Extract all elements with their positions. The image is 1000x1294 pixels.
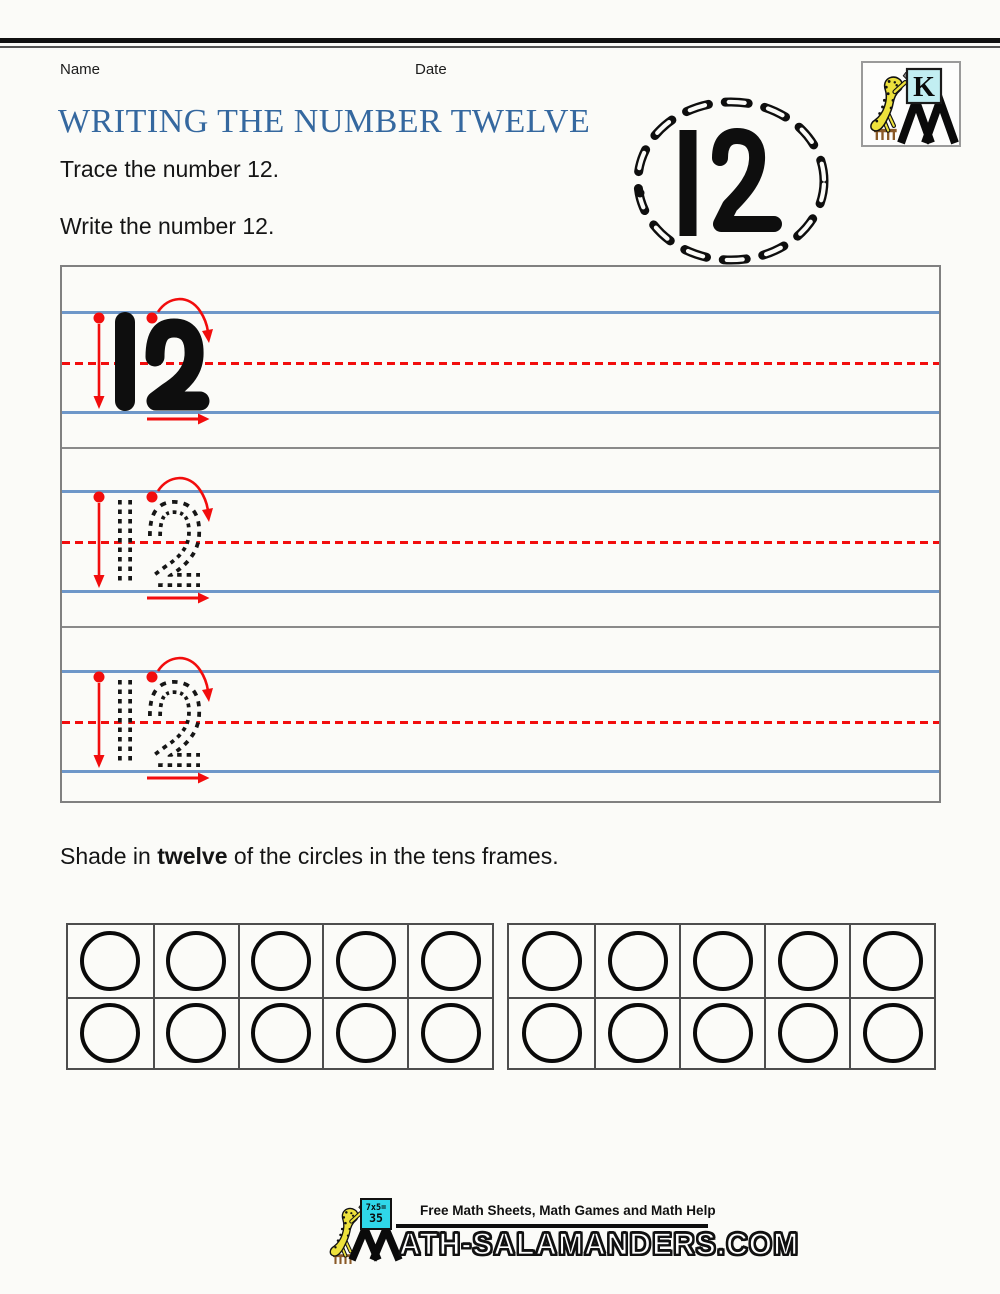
frame-cell [679, 925, 764, 997]
top-rule-thin [0, 46, 1000, 48]
frame-cell [594, 925, 679, 997]
stroke-down-arrow [94, 396, 105, 409]
page-title: WRITING THE NUMBER TWELVE [58, 103, 591, 140]
frame-cell [849, 925, 934, 997]
name-label: Name [60, 61, 101, 78]
tens-frame-1 [66, 923, 494, 1070]
counter-circle [336, 931, 396, 991]
frame-cell [849, 997, 934, 1069]
trace-instruction: Trace the number 12. [60, 156, 280, 182]
counter-circle [80, 1003, 140, 1063]
grade-badge [861, 61, 961, 147]
date-label: Date [415, 61, 447, 78]
shade-prefix: Shade in [60, 843, 158, 869]
frame-cell [764, 997, 849, 1069]
frame-cell [764, 925, 849, 997]
frame-cell [407, 997, 492, 1069]
frame-cell [153, 925, 238, 997]
brand-text: ATH-SALAMANDERS.COM [399, 1227, 800, 1262]
circle-dot [636, 189, 645, 198]
stroke-start-dot [147, 313, 158, 324]
stroke-down-arrow [94, 575, 105, 588]
frame-cell [68, 925, 153, 997]
writing-practice-box [60, 265, 941, 803]
stroke-start-dot [147, 492, 158, 503]
logo-m-icon [901, 101, 955, 143]
frame-cell [68, 997, 153, 1069]
writing-row-trace [71, 450, 241, 628]
stroke-start-dot [94, 492, 105, 503]
board-equation-line2: 35 [369, 1211, 383, 1225]
shade-count-word: twelve [157, 843, 228, 869]
counter-circle [693, 1003, 753, 1063]
frame-cell [407, 925, 492, 997]
stroke-down-arrow [94, 755, 105, 768]
stroke-start-dot [94, 313, 105, 324]
counter-circle [778, 931, 838, 991]
board-equation-line1: 7x5= [365, 1203, 387, 1213]
frame-cell [594, 997, 679, 1069]
counter-circle [522, 1003, 582, 1063]
brand-m-icon [352, 1229, 399, 1260]
big-digit-two-shape [720, 136, 774, 224]
footer-brand [326, 1194, 800, 1284]
footer-tagline: Free Math Sheets, Math Games and Math Help [420, 1203, 716, 1218]
counter-circle [251, 1003, 311, 1063]
shade-instruction [60, 843, 559, 870]
frame-cell [509, 997, 594, 1069]
counter-circle [421, 1003, 481, 1063]
counter-circle [336, 1003, 396, 1063]
digit-two-solid [155, 328, 200, 401]
counter-circle [863, 1003, 923, 1063]
frame-cell [509, 925, 594, 997]
grade-badge-logo [863, 63, 961, 147]
stroke-start-dot [94, 672, 105, 683]
number-display-circle [630, 94, 832, 268]
writing-row-trace [71, 630, 241, 808]
counter-circle [608, 1003, 668, 1063]
counter-circle [693, 931, 753, 991]
counter-circle [778, 1003, 838, 1063]
tens-frame-2 [507, 923, 936, 1070]
shade-suffix: of the circles in the tens frames. [227, 843, 559, 869]
frame-cell [322, 925, 407, 997]
frame-cell [679, 997, 764, 1069]
footer-logo [326, 1194, 404, 1278]
grade-letter: K [913, 72, 935, 103]
counter-circle [608, 931, 668, 991]
top-rule-thick [0, 38, 1000, 43]
stroke-start-dot [147, 672, 158, 683]
writing-row-solid [71, 271, 241, 449]
counter-circle [80, 931, 140, 991]
frame-cell [322, 997, 407, 1069]
counter-circle [863, 931, 923, 991]
counter-circle [421, 931, 481, 991]
counter-circle [251, 931, 311, 991]
write-instruction: Write the number 12. [60, 213, 275, 239]
counter-circle [166, 931, 226, 991]
counter-circle [522, 931, 582, 991]
counter-circle [166, 1003, 226, 1063]
frame-cell [238, 997, 323, 1069]
frame-cell [238, 925, 323, 997]
frame-cell [153, 997, 238, 1069]
